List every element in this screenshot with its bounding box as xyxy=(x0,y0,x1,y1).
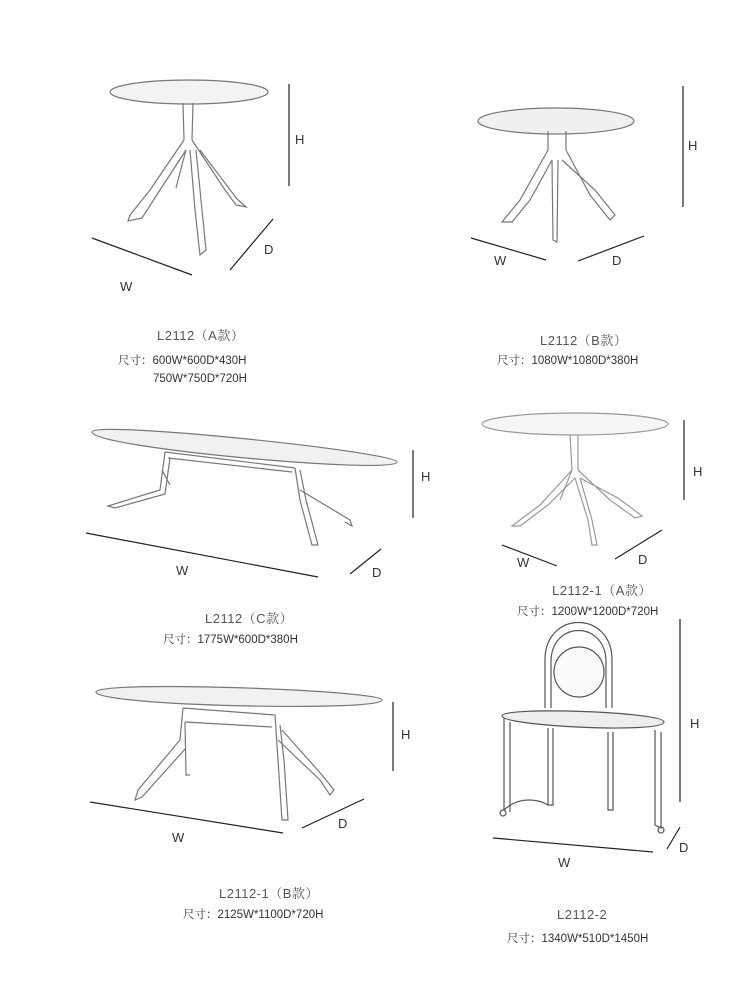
product-model-b: L2112（B款） xyxy=(540,333,628,348)
table-b-drawing xyxy=(478,108,634,242)
product-model-c: L2112（C款） xyxy=(205,611,294,626)
product-model-f: L2112-2 xyxy=(557,907,608,922)
dimension-w-label: W xyxy=(176,563,189,578)
product-model-d: L2112-1（A款） xyxy=(552,583,652,598)
product-model-e: L2112-1（B款） xyxy=(219,886,319,901)
product-size-b: 尺寸：1080W*1080D*380H xyxy=(497,355,639,367)
product-size-e: 尺寸：2125W*1100D*720H xyxy=(183,909,324,921)
dimension-h-label: H xyxy=(688,138,698,153)
dimension-w-label: W xyxy=(172,830,185,845)
product-size-a-1: 尺寸：600W*600D*430H xyxy=(118,355,247,367)
dimension-w-label: W xyxy=(517,555,530,570)
dimension-w-label: W xyxy=(558,855,571,870)
product-size-d: 尺寸：1200W*1200D*720H xyxy=(517,606,659,618)
table-c-drawing xyxy=(92,429,397,545)
table-e-drawing xyxy=(96,687,382,820)
product-size-c: 尺寸：1775W*600D*380H xyxy=(163,634,298,646)
product-size-f: 尺寸：1340W*510D*1450H xyxy=(507,933,649,945)
dimension-h-label: H xyxy=(693,464,703,479)
product-size-a-2: 750W*750D*720H xyxy=(153,373,247,385)
dimension-d-label: D xyxy=(338,816,348,831)
dimension-d-label: D xyxy=(679,840,689,855)
dimension-h-label: H xyxy=(690,716,700,731)
dimension-d-label: D xyxy=(264,242,274,257)
vanity-drawing xyxy=(500,623,664,834)
table-d-drawing xyxy=(482,413,668,545)
dimension-d-label: D xyxy=(638,552,648,567)
dimension-d-label: D xyxy=(372,565,382,580)
dimension-d-label: D xyxy=(612,253,622,268)
dimension-h-label: H xyxy=(421,469,431,484)
table-a-drawing xyxy=(110,80,268,255)
dimension-h-label: H xyxy=(295,132,305,147)
dimension-h-label: H xyxy=(401,727,411,742)
dimension-w-label: W xyxy=(494,253,507,268)
dimension-w-label: W xyxy=(120,279,133,294)
product-model-a: L2112（A款） xyxy=(157,328,245,343)
